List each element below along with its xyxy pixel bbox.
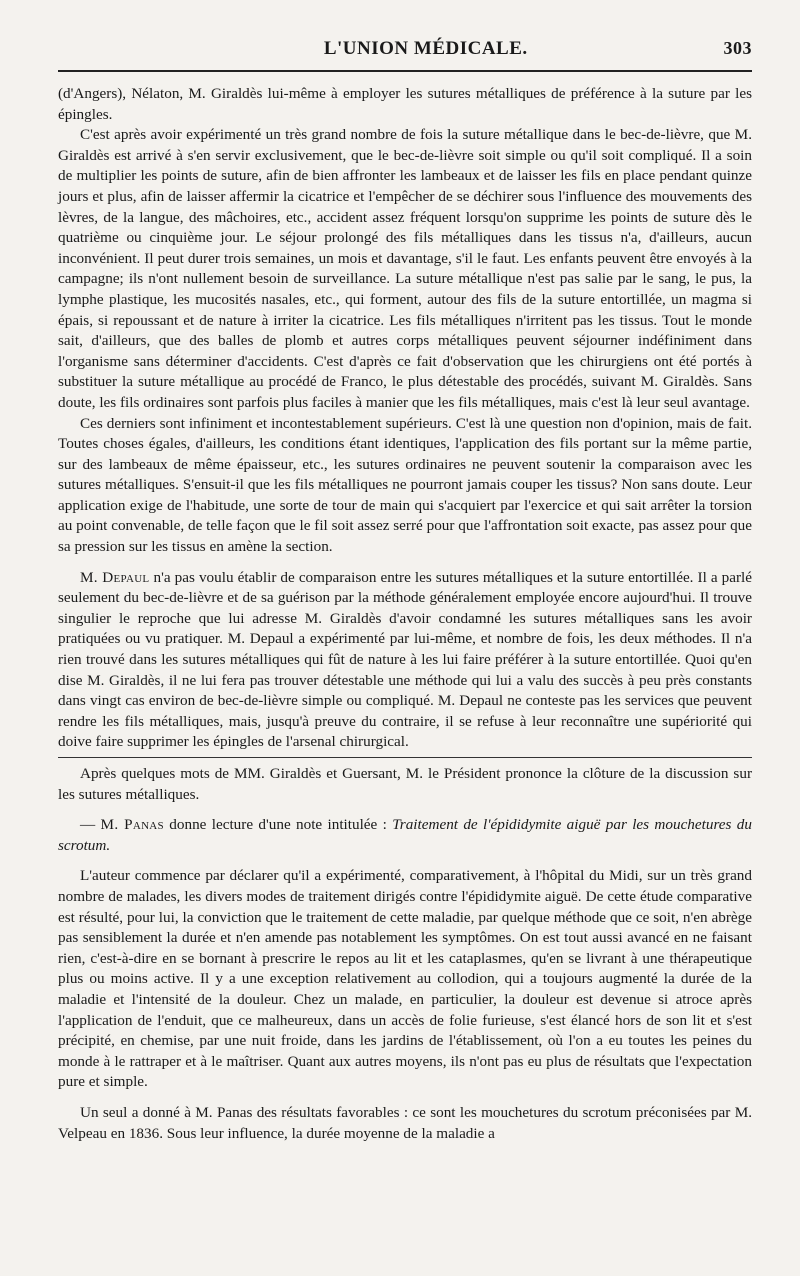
paragraph-panas-note	[58, 815, 752, 856]
page-number: 303	[723, 38, 752, 58]
paragraph-depaul	[58, 568, 752, 753]
paragraph-mouchetures: Un seul a donné à M. Panas des résultats favorables : ce sont les mouchetures du scrotum préconisées par M. Velpeau en 1836. Sous leur influence, la durée moyenne de la maladie a	[58, 1103, 752, 1142]
paragraph-epididymitis: L'auteur commence par déclarer qu'il a expérimenté, comparativement, à l'hôpital du Midi, sur un très grand nombre de malades, les divers modes de traitement dirigés contre l'épididymite aiguë. De cette étude comparative est résulté, pour lui, la conviction que le traitement de cette maladie, par quelque méthode que ce soit, n'en abrège pas sensiblement la durée et n'en amende pas notablement les symptômes. On est tout aussi avancé en ne faisant rien, c'est-à-dire en se bornant à prescrire le repos au lit et les cataplasmes, qu'en se livrant à une thérapeutique plus ou moins active. Il y a une exception relativement au collodion, qui a toujours augmenté la durée de la maladie et l'intensité de la douleur. Chez un malade, en particulier, la douleur est devenue si atroce après l'application de l'enduit, que ce malheureux, dans un accès de folie furieuse, s'est élancé hors de son lit et s'est précipité, en chemise, par une nuit froide, dans les jardins de l'établissement, où l'on a eu toutes les peines du monde à le rattraper et à le maîtriser. Quant aux autres moyens, ils n'ont pas eu plus de résultats que l'expectation pure et simple.	[58, 867, 752, 1091]
paragraph-text: n'a pas voulu établir de comparaison entre les sutures métalliques et la suture entortillée. Il a parlé seulement du bec-de-lièvre et de sa guérison par la méthode généralement employée encore aujourd'hui. Il trouve singulier le reproche que lui adresse M. Giraldès d'avoir condamné les sutures métalliques sans les avoir pratiquées ou vu pratiquer. M. Depaul a expérimenté par lui-même, et nombre de fois, les deux méthodes. Il n'a rien trouvé dans les sutures métalliques qui fût de nature à les lui faire préférer à la suture entortillée. Quoi qu'en dise M. Giraldès, il ne lui fera pas trouver détestable une méthode qui lui a valu des succès à peu près constants dans vingt cas environ de bec-de-lièvre simple ou compliqué. M. Depaul ne conteste pas les services que peuvent rendre les fils métalliques, mais, jusqu'à preuve du contraire, il se refuse à leur reconnaître une supériorité qui doive faire supprimer les épingles de l'arsenal chirurgical.	[58, 568, 753, 751]
paragraph-metal-superiority: Ces derniers sont infiniment et incontestablement supérieurs. C'est là une question non d'opinion, mais de fait. Toutes choses égales, d'ailleurs, les conditions étant identiques, l'application des fils portant sur la même partie, sur des lambeaux de même épaisseur, etc., les sutures ordinaires ne peuvent soutenir la comparaison avec les sutures métalliques. S'ensuit-il que les fils métalliques ne pourront jamais couper les tissus? Non sans doute. Leur application exige de l'habitude, une sorte de tour de main qui s'acquiert par l'exercice et qui sait arrêter la torsion au point convenable, de telle façon que le fil soit assez serré pour que l'affrontation soit exacte, pas assez pour que sa pression sur les tissus en amène la section.	[58, 414, 752, 556]
speaker-name: M. Depaul	[80, 568, 150, 586]
speaker-name: M. Panas	[100, 816, 164, 834]
paragraph-text: donne lecture d'une note intitulée :	[163, 816, 393, 834]
running-head	[58, 38, 752, 66]
journal-title: L'UNION MÉDICALE.	[323, 38, 528, 59]
note-title: Traitement de l'épididymite aiguë par les mouchetures du scrotum.	[58, 816, 752, 854]
dash-prefix: —	[80, 816, 101, 834]
paragraph-continuation: (d'Angers), Nélaton, M. Giraldès lui-même à employer les sutures métalliques de préférence à la suture par les épingles.	[58, 85, 752, 123]
header-rule	[58, 70, 752, 72]
paragraph-separator	[58, 757, 752, 758]
paragraph-closure: Après quelques mots de MM. Giraldès et Guersant, M. le Président prononce la clôture de la discussion sur les sutures métalliques.	[58, 765, 752, 803]
paragraph-giraldes-experience: C'est après avoir expérimenté un très grand nombre de fois la suture métallique dans le bec-de-lièvre, que M. Giraldès est arrivé à s'en servir exclusivement, que le bec-de-lièvre soit simple ou qu'il soit compliqué. Il a soin de multiplier les points de suture, afin de bien affronter les lambeaux et de laisser les fils en place pendant quinze jours et plus, afin de laisser affermir la cicatrice et l'empêcher de se déchirer sous l'influence des mouvements des lèvres, de la langue, des mâchoires, etc., accident assez fréquent lorsqu'on supprime les points de suture dès le quatrième ou cinquième jour. Le séjour prolongé des fils métalliques dans les tissus n'a, d'ailleurs, aucun inconvénient. Il peut durer trois semaines, un mois et davantage, s'il le faut. Les enfants peuvent être envoyés à la campagne; ils n'ont nullement besoin de surveillance. La suture métallique n'est pas salie par le sang, le pus, la lymphe plastique, les mucosités nasales, etc., qui forment, autour des fils de la suture entortillée, un magma si épais, si repoussant et de nature à irriter la cicatrice. Les fils métalliques n'irritent pas les tissus. Tout le monde sait, d'ailleurs, que des balles de plomb et autres corps métalliques peuvent séjourner indéfiniment dans l'organisme sans déterminer d'accidents. C'est d'après ce fait d'observation que les chirurgiens ont été portés à substituer la suture métallique au procédé de Franco, le plus détestable des procédés, suivant M. Giraldès. Sans doute, les fils ordinaires sont parfois plus faciles à manier que les fils métalliques, mais c'est là leur seul avantage.	[58, 126, 752, 411]
article-body	[58, 84, 752, 1144]
